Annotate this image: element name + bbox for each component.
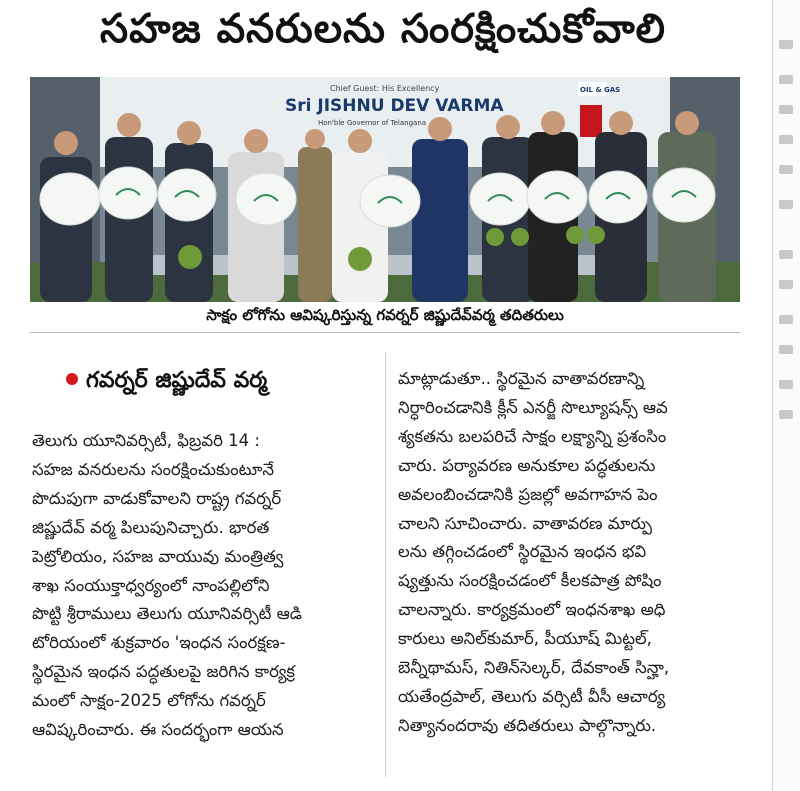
bullet-dot-icon [66, 373, 78, 385]
paragraph-line: కారులు అనిల్‌కుమార్, పీయూష్ మిట్టల్, [398, 629, 652, 649]
byline-text: గవర్నర్ జిష్ణుదేవ్ వర్మ [86, 368, 268, 393]
paragraph-line: చారు. పర్యావరణ అనుకూల పద్ధతులను [398, 455, 656, 475]
paragraph-line: ఆవిష్కరించారు. ఈ సందర్భంగా ఆయన [32, 720, 284, 740]
text-fragment [779, 40, 793, 49]
banner-sub: Hon'ble Governor of Telangana [318, 119, 427, 127]
paragraph-line: శ్యకతను బలపరిచే సాక్షం లక్ష్యాన్ని ప్రశంసిం [398, 426, 667, 446]
paragraph-line: యతేంద్రపాల్, తెలుగు వర్సిటీ వీసీ ఆచార్య [398, 686, 666, 706]
adjacent-article-strip [772, 0, 800, 791]
paragraph-line: మాట్లాడుతూ.. స్థిరమైన వాతావరణాన్ని [398, 369, 645, 388]
text-fragment [779, 280, 793, 289]
text-fragment [779, 105, 793, 114]
paragraph-line: శాఖ సంయుక్తాధ్వర్యంలో నాంపల్లిలోని [32, 575, 270, 595]
left-column [32, 427, 372, 745]
paragraph-line: స్థిరమైన ఇంధన పద్ధతులపై జరిగిన కార్యక్ర [32, 662, 296, 682]
column-separator [385, 352, 386, 777]
text-fragment [779, 250, 793, 259]
banner-small-text: Chief Guest: His Excellency [330, 84, 440, 93]
paragraph-line: జిష్ణుదేవ్ వర్మ పిలుపునిచ్చారు. భారత [32, 517, 270, 537]
paragraph-line: బెన్నీథామస్, నితిన్‌సెల్కర్, దేవకాంత్ సిన్హా, [398, 658, 670, 678]
paragraph-line: తెలుగు యూనివర్సిటీ, ఫిబ్రవరి 14 : [32, 431, 260, 450]
event-photo [30, 77, 740, 302]
paragraph-line: చాలన్నారు. కార్యక్రమంలో ఇంధనశాఖ అధి [398, 600, 666, 620]
right-column [398, 365, 740, 741]
paragraph-line: నిత్యానందరావు తదితరులు పాల్గొన్నారు. [398, 715, 657, 735]
text-fragment [779, 165, 793, 174]
paragraph-line: నిర్ధారించడానికి క్లీన్ ఎనర్జీ సొల్యూషన్స్ ఆవ [398, 397, 668, 417]
paragraph-line: చాలని సూచించారు. వాతావరణ మార్పు [398, 513, 652, 533]
text-fragment [779, 135, 793, 144]
text-fragment [779, 200, 793, 209]
paragraph-line: టోరియంలో శుక్రవారం 'ఇంధన సంరక్షణ- [32, 633, 286, 653]
text-fragment [779, 380, 793, 389]
banner-name: Sri JISHNU DEV VARMA [285, 96, 504, 116]
headline: సహజ వనరులను సంరక్షించుకోవాలి [100, 6, 666, 52]
paragraph-line: మంలో సాక్షం-2025 లోగోను గవర్నర్ [32, 691, 266, 711]
badge-text: OIL & GAS [580, 86, 621, 94]
paragraph-line: అవలంబించడానికి ప్రజల్లో అవగాహన పెం [398, 484, 658, 504]
paragraph-line: పొట్టి శ్రీరాములు తెలుగు యూనివర్సిటీ ఆడి [32, 604, 302, 624]
divider [30, 332, 740, 333]
byline [66, 368, 267, 398]
paragraph-line: పెట్రోలియం, సహజ వాయువు మంత్రిత్వ [32, 546, 284, 566]
paragraph-line: సహజ వనరులను సంరక్షించుకుంటూనే [32, 459, 274, 479]
paragraph-line: ష్యత్తును సంరక్షించడంలో కీలకపాత్ర పోషిం [398, 571, 662, 591]
paragraph-line: లను తగ్గించడంలో స్థిరమైన ఇంధన భవి [398, 542, 647, 562]
text-fragment [779, 410, 793, 419]
photo-caption: సాక్షం లోగోను ఆవిష్కరిస్తున్న గవర్నర్ జిష్ణుదేవ్‌వర్మ తదితరులు [206, 306, 564, 324]
text-fragment [779, 75, 793, 84]
text-fragment [779, 345, 793, 354]
text-fragment [779, 315, 793, 324]
paragraph-line: పొదుపుగా వాడుకోవాలని రాష్ట్ర గవర్నర్ [32, 488, 282, 508]
